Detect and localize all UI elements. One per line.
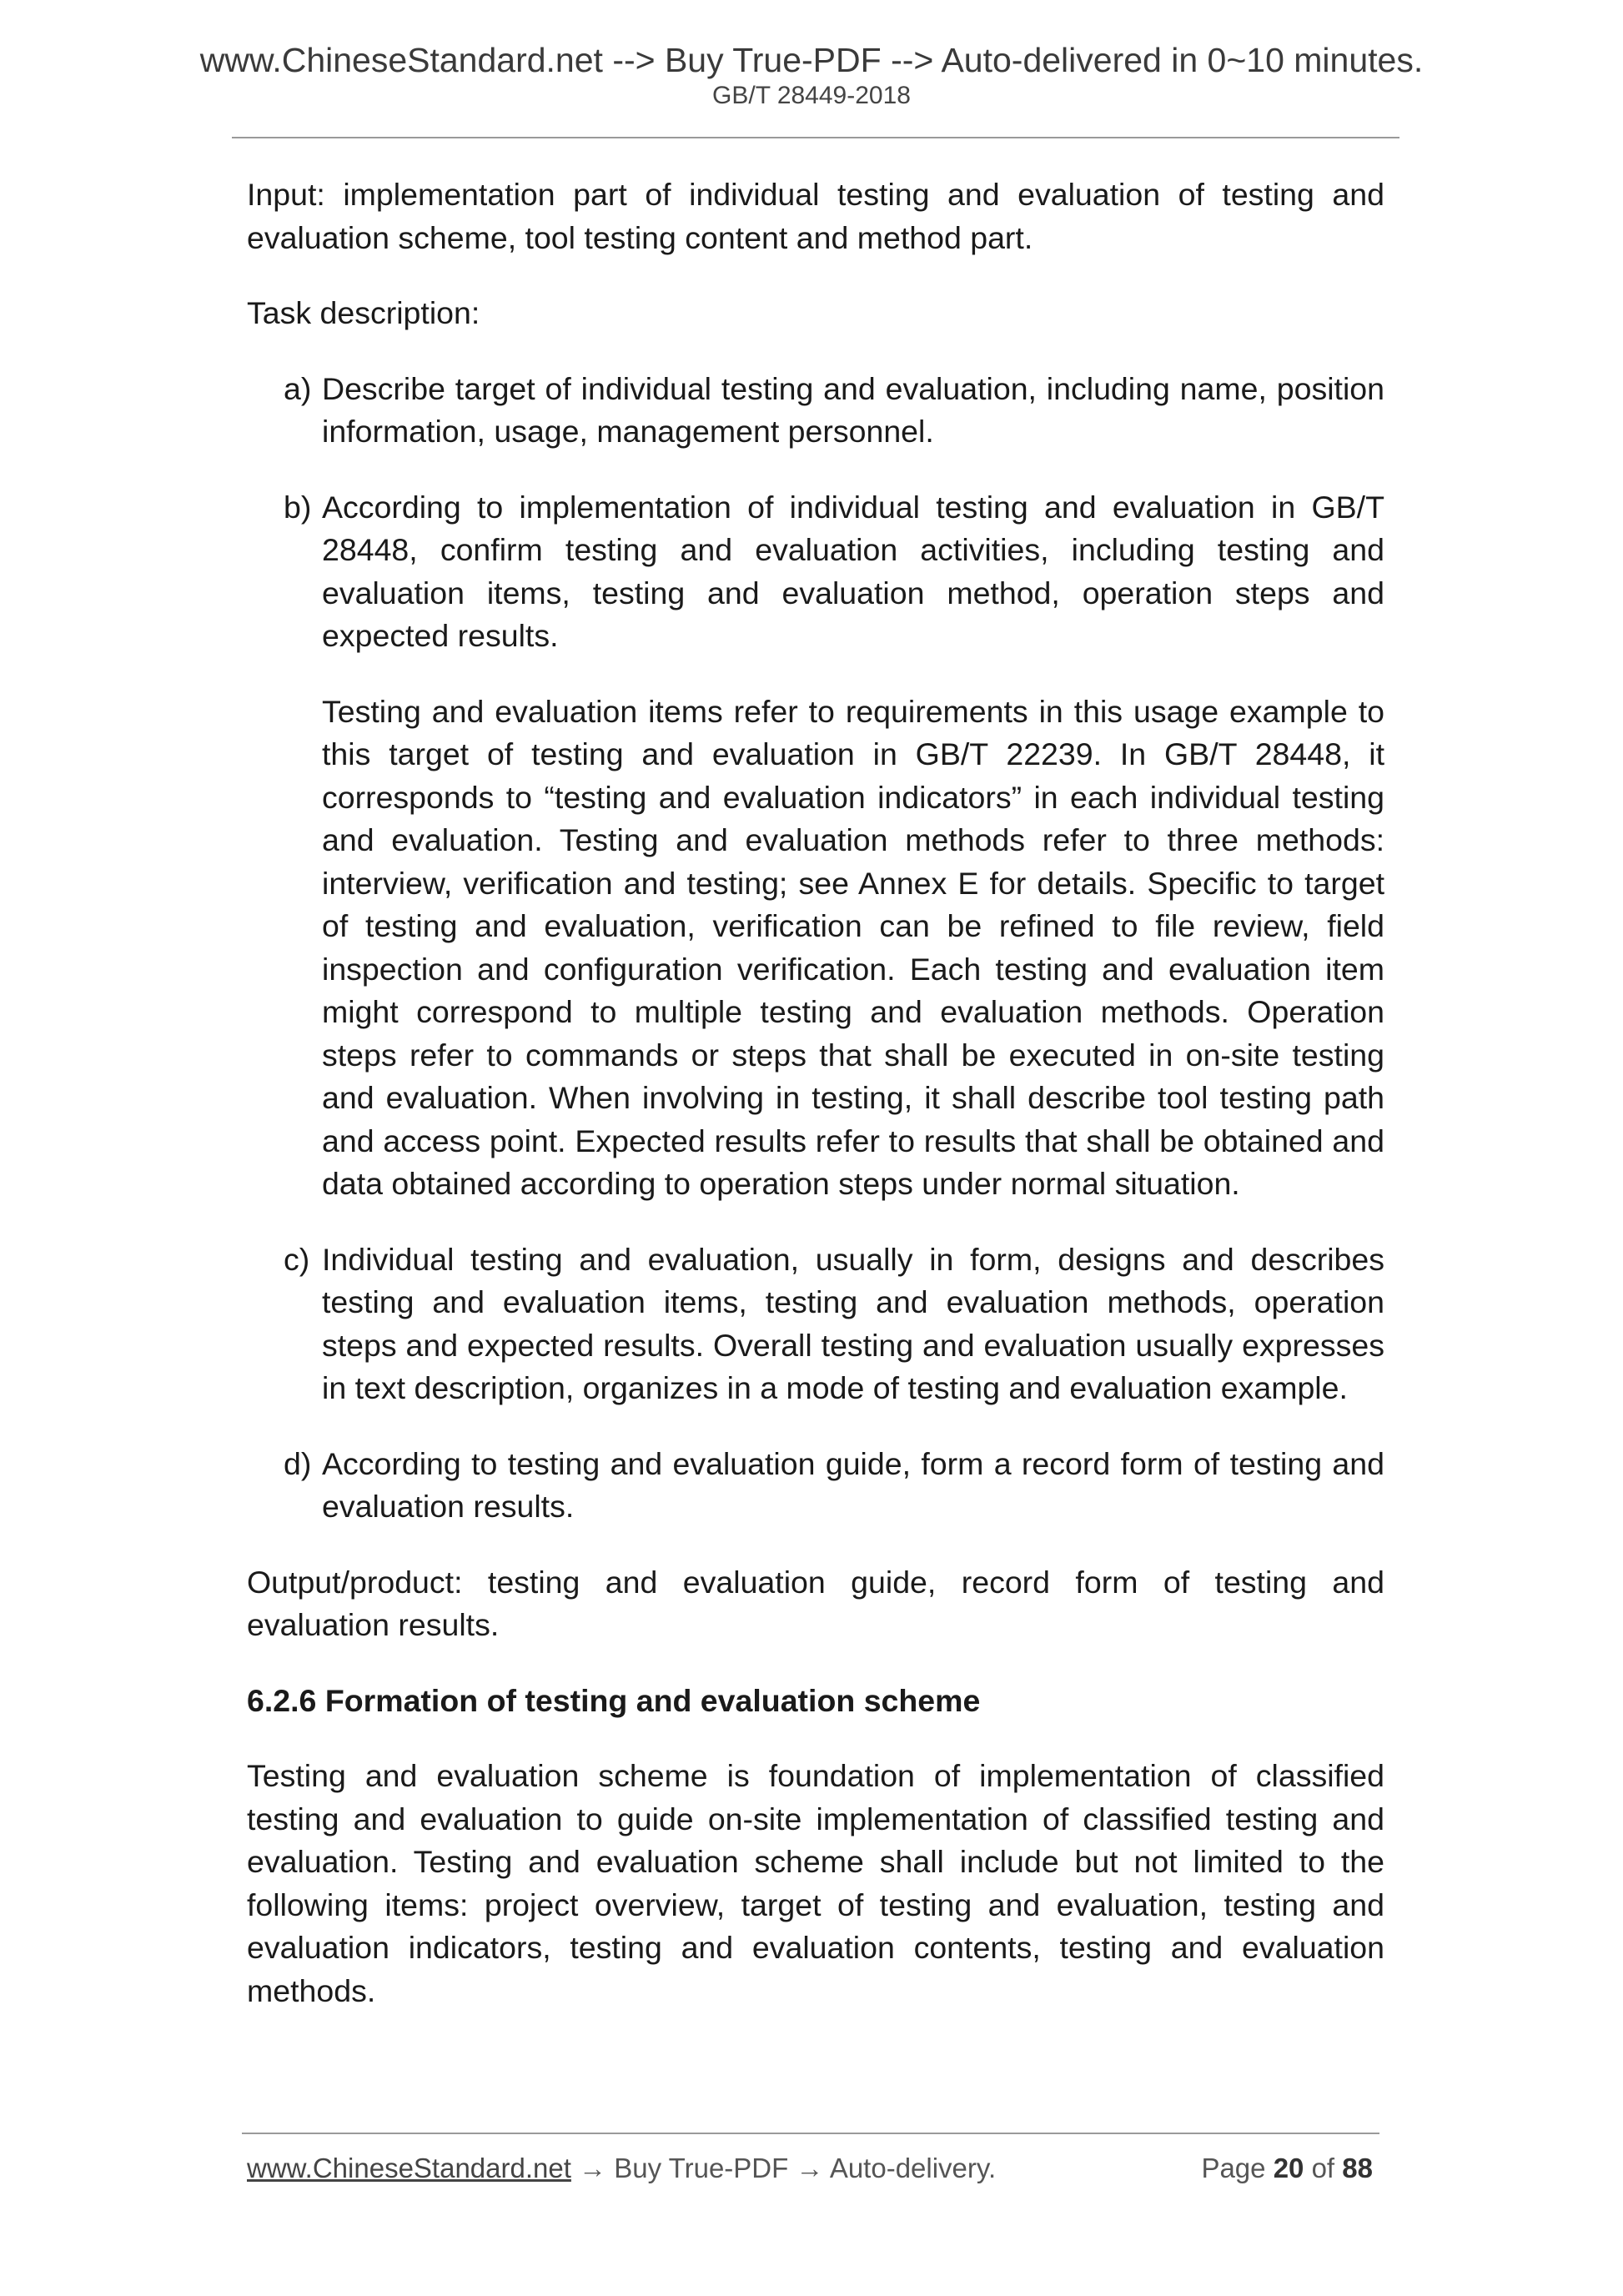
current-page-number: 20 [1273,2153,1304,2183]
page-content [247,173,1384,2012]
list-item-text: According to testing and evaluation guide, form a record form of testing and evaluation results. [322,1445,1384,1524]
item-b-detail-paragraph: Testing and evaluation items refer to requirements in this usage example to this target of testing and evaluation in GB/T 22239. In GB/T 28448, it corresponds to “testing and evaluation indicators” in each individual testing and evaluation. Testing and evaluation methods refer to three methods: interview, verification and testing; see Annex E for details. Specific to target of testing and evaluation, verification can be refined to file review, field inspection and configuration verification. Each testing and evaluation item might correspond to multiple testing and evaluation methods. Operation steps refer to commands or steps that shall be executed in on-site testing and evaluation. When involving in testing, it shall describe tool testing path and access point. Expected results refer to results that shall be obtained and data obtained according to operation steps under normal situation. [322,693,1384,1201]
list-item-label: b) [284,489,312,525]
footer-divider [242,2133,1379,2134]
footer-tagline: → Buy True-PDF → Auto-delivery. [570,2153,997,2183]
page-indicator [1201,2152,1373,2185]
page-footer [247,2152,1384,2185]
section-heading: 6.2.6 Formation of testing and evaluation scheme [247,1682,981,1718]
of-word: of [1311,2153,1335,2183]
page-word: Page [1201,2153,1266,2183]
list-item-label: d) [284,1445,312,1481]
list-item-text: Individual testing and evaluation, usually in form, designs and describes testing and evaluation items, testing and evaluation methods, operation steps and expected results. Overall testing and evaluation usually expresses in text description, organizes in a mode of testing and evaluation example. [322,1241,1384,1405]
list-item-d [284,1443,1384,1529]
header-divider [232,137,1399,138]
document-code: GB/T 28449-2018 [712,82,911,109]
list-item-a [284,368,1384,454]
task-description-label: Task description: [247,295,480,330]
top-banner[interactable]: www.ChineseStandard.net --> Buy True-PDF --> Auto-delivered in 0~10 minutes. [199,41,1424,79]
section-paragraph: Testing and evaluation scheme is foundation of implementation of classified testing and evaluation to guide on-site implementation of classified testing and evaluation. Testing and evaluation scheme shall include but not limited to the following items: project overview, target of testing and evaluation, testing and evaluation indicators, testing and evaluation contents, testing and evaluation methods. [247,1758,1384,2008]
list-item-b [284,486,1384,658]
list-item-label: a) [284,370,312,406]
footer-site-link[interactable]: www.ChineseStandard.net [247,2153,571,2183]
output-paragraph: Output/product: testing and evaluation guide, record form of testing and evaluation results. [247,1564,1384,1642]
input-paragraph: Input: implementation part of individual testing and evaluation of testing and evaluation scheme, tool testing content and method part. [247,177,1384,255]
list-item-text: Describe target of individual testing and evaluation, including name, position information, usage, management personnel. [322,370,1384,449]
list-item-c [284,1238,1384,1410]
list-item-text: According to implementation of individual testing and evaluation in GB/T 28448, confirm testing and evaluation activities, including testing and evaluation items, testing and evaluation method, operation steps and expected results. [322,489,1384,653]
total-pages-number: 88 [1342,2153,1373,2183]
list-item-label: c) [284,1241,310,1277]
